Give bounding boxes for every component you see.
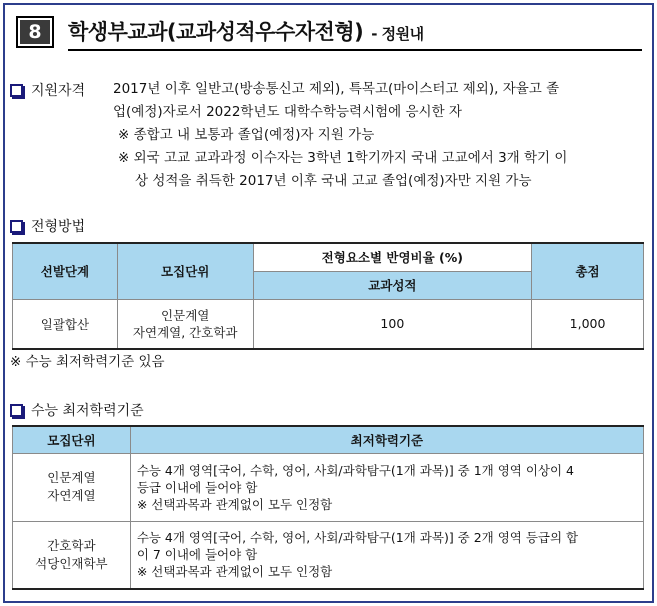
title-suffix: - 정원내 [371,25,424,43]
title-text: 학생부교과(교과성적우수자전형) [68,20,364,44]
eligibility-note2b: 상 성적을 취득한 2017년 이후 국내 고교 졸업(예정)자만 지원 가능 [135,173,532,189]
min-row2-line2: 이 7 이내에 들어야 함 [136,547,258,563]
method-heading [10,216,85,236]
row-total: 1,000 [532,299,644,349]
minimum-table [12,425,644,590]
minimum-heading [10,400,144,420]
min-row1-unit-line1: 인문계열 [47,470,96,485]
min-row1-line2: 등급 이내에 들어야 함 [136,479,258,495]
row-stage: 일괄합산 [13,299,118,349]
header-ratio: 전형요소별 반영비율 (%) [253,243,532,271]
min-row2-unit [13,521,131,589]
header-unit: 모집단위 [117,243,253,299]
header-underline [68,49,642,51]
page-title [68,16,424,46]
min-row1-unit [13,453,131,521]
eligibility-heading [10,80,85,100]
min-row1-criteria [130,453,643,521]
min-row2-line1: 수능 4개 영역[국어, 수학, 영어, 사회/과학탐구(1개 과목)] 중 2개 영역 등급의 합 [136,530,579,546]
eligibility-note2a: ※ 외국 고교 교과과정 이수자는 3학년 1학기까지 국내 고교에서 3개 학기 이 [118,150,568,166]
row-unit-line1: 인문계열 [161,307,210,323]
section-header [12,12,642,52]
method-table [12,242,644,350]
eligibility-line2: 업(예정)자로서 2022학년도 대학수학능력시험에 응시한 자 [113,104,462,120]
min-row1-unit-line2: 자연계열 [47,488,96,503]
min-row2-unit-line2: 석당인재학부 [35,555,108,571]
header-total: 총점 [532,243,644,299]
eligibility-note1: ※ 종합고 내 보통과 졸업(예정)자 지원 가능 [118,127,375,143]
header-stage: 선발단계 [13,243,118,299]
checkbox-square-icon [10,84,23,97]
minimum-label: 수능 최저학력기준 [31,403,144,419]
section-number: 8 [20,20,50,44]
row-unit [117,299,253,349]
min-row2-line3: ※ 선택과목과 관계없이 모두 인정함 [136,564,333,580]
min-row1-line3: ※ 선택과목과 관계없이 모두 인정함 [136,496,333,512]
header-grades: 교과성적 [253,271,532,299]
min-row2-criteria [130,521,643,589]
checkbox-square-icon [10,220,23,233]
checkbox-square-icon [10,404,23,417]
row-grades: 100 [253,299,532,349]
eligibility-line1: 2017년 이후 일반고(방송통신고 제외), 특목고(마이스터고 제외), 자율고 졸 [113,81,560,97]
section-number-box [16,16,54,48]
method-note: ※ 수능 최저학력기준 있음 [10,354,165,370]
header-min-unit: 모집단위 [13,426,131,453]
eligibility-label: 지원자격 [31,83,86,99]
method-label: 전형방법 [31,219,86,235]
min-row1-line1: 수능 4개 영역[국어, 수학, 영어, 사회/과학탐구(1개 과목)] 중 1개 영역 이상이 4 [136,462,574,478]
min-row2-unit-line1: 간호학과 [47,537,96,553]
row-unit-line2: 자연계열, 간호학과 [132,324,238,340]
header-min-criteria: 최저학력기준 [130,426,643,453]
